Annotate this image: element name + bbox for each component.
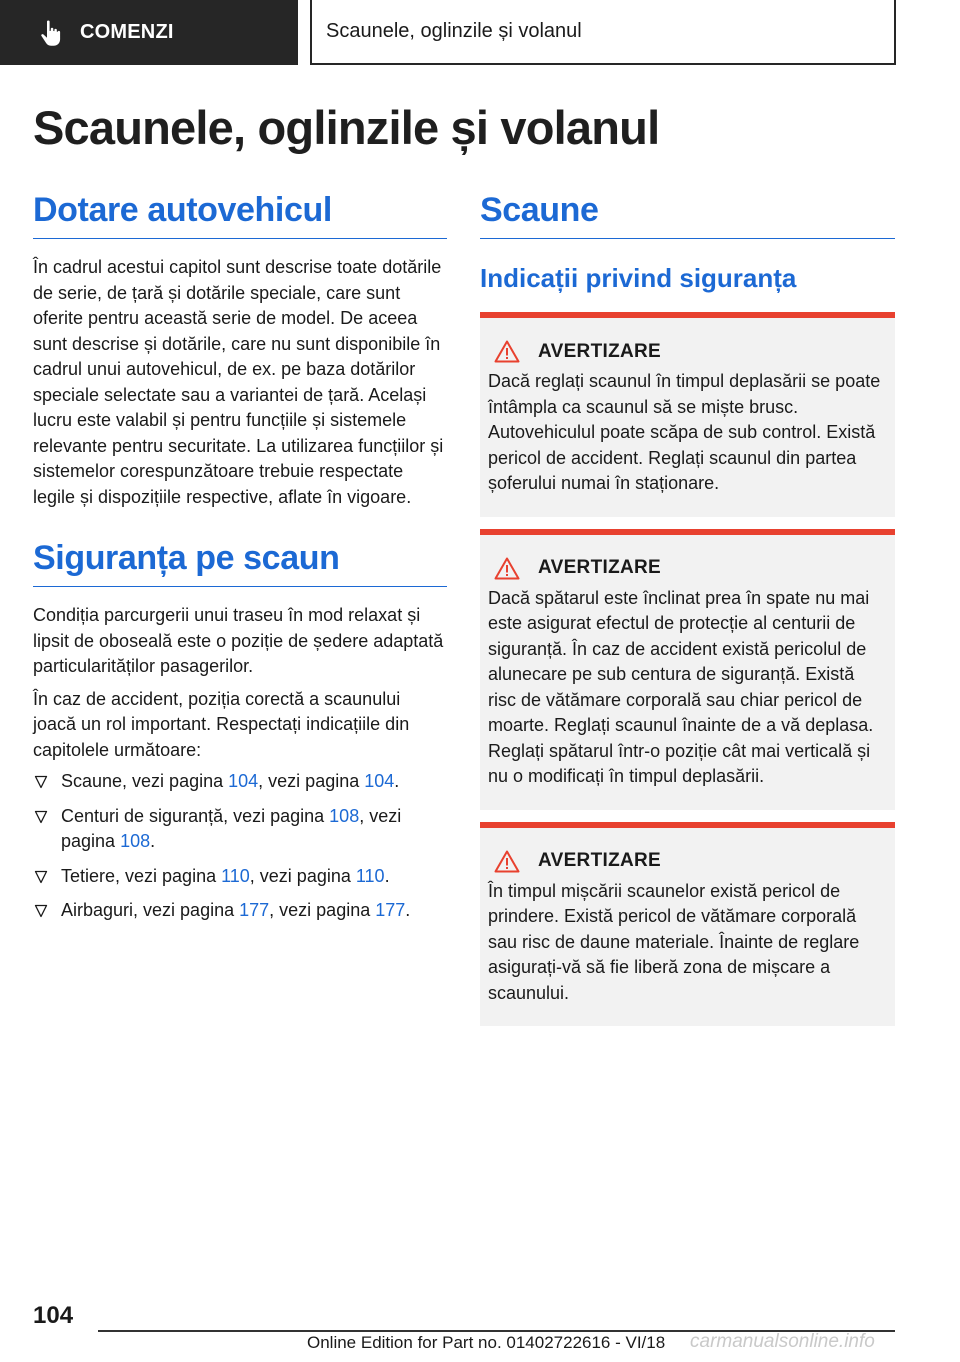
list-item-text: , vezi pagina	[61, 805, 402, 851]
chapter-tab-label: COMENZI	[80, 21, 174, 43]
section-title-scaune: Scaune	[480, 188, 895, 239]
warning-title: AVERTIZARE	[538, 850, 661, 871]
warning-box	[480, 529, 895, 810]
page-number: 104	[33, 1302, 74, 1329]
warning-text: Dacă spătarul este înclinat prea în spate nu mai este asigurat efectul de protecție al centurii de siguranță. În caz de accident există pericolul de alunecare pe sub centura de siguranță. Există risc de vătămare corporală sau chiar pericol de moarte. Reglați scaunul înainte de a vă deplasa. Reglați spătarul într-o poziție cât mai verticală și nu o modificați în timpul deplasării.	[488, 587, 874, 786]
section-siguranta-p2: În caz de accident, poziția corectă a scaunului joacă un rol important. Respectați indicațiile din capitolele următoare:	[33, 688, 410, 760]
triangle-bullet-icon	[34, 870, 48, 884]
warning-box	[480, 312, 895, 517]
warning-triangle-icon	[494, 340, 520, 363]
warning-title: AVERTIZARE	[538, 557, 661, 578]
page-link[interactable]: 110	[221, 865, 250, 886]
list-item	[33, 898, 447, 924]
section-siguranta-p1: Condiția parcurgerii unui traseu în mod relaxat și lipsit de oboseală este o poziție de ședere adaptată particularităților pasagerilor.	[33, 605, 444, 676]
page-title: Scaunele, oglinzile și volanul	[33, 101, 660, 154]
subsection-title-indicatii: Indicații privind siguranța	[480, 263, 797, 293]
list-item-text: Tetiere, vezi pagina	[61, 865, 222, 886]
list-item	[33, 769, 447, 795]
breadcrumb	[310, 0, 896, 65]
list-item-text: .	[405, 900, 411, 920]
section-dotare-text: În cadrul acestui capitol sunt descrise toate dotările de serie, de țară și dotările speciale, care sunt oferite pentru această serie de model. De aceea sunt descrise și dotările, care nu sunt disponibile în cadrul unui autovehicul, de ex. pe baza dotărilor speciale selectate sau a variantei de țară. Același lucru este valabil și pentru funcțiile și sistemele relevante pentru securitate. La utilizarea funcțiilor și sistemelor corespunzătoare trebuie respectate legile și dispozițiile respective, aflate în vigoare.	[33, 257, 444, 507]
triangle-bullet-icon	[34, 775, 48, 789]
section-title-siguranta: Siguranța pe scaun	[33, 536, 447, 587]
pointing-hand-icon	[38, 19, 64, 47]
left-column	[33, 188, 447, 933]
page-link[interactable]: 177	[239, 900, 270, 920]
section-title-dotare: Dotare autovehicul	[33, 188, 447, 239]
warning-title: AVERTIZARE	[538, 340, 661, 362]
list-item-text: Scaune, vezi pagina	[61, 771, 229, 791]
list-item-text: .	[384, 865, 390, 886]
right-column	[480, 188, 895, 1026]
page-link[interactable]: 108	[120, 831, 151, 851]
page-link[interactable]: 177	[375, 900, 406, 920]
reference-list	[33, 769, 447, 924]
warning-triangle-icon	[494, 850, 520, 873]
warning-header	[494, 557, 885, 580]
warning-text: Dacă reglați scaunul în timpul deplasării se poate întâmpla ca scaunul să se miște brusc. Autovehiculul poate scăpa de sub control. Există pericol de accident. Reglați scaunul din partea șoferului numai în staționare.	[488, 371, 881, 493]
warning-header	[494, 340, 885, 363]
page-link[interactable]: 104	[364, 771, 395, 791]
page-link[interactable]: 108	[329, 805, 360, 826]
list-item-text: , vezi pagina	[249, 865, 356, 886]
warning-box	[480, 822, 895, 1027]
list-item-text: .	[150, 831, 156, 851]
footer-watermark: carmanualsonline.info	[690, 1331, 875, 1352]
warning-triangle-icon	[494, 557, 520, 580]
list-item	[33, 864, 447, 890]
warning-header	[494, 850, 885, 873]
list-item-text: Centuri de siguranță, vezi pagina	[61, 805, 330, 826]
warning-text: În timpul mișcării scaunelor există pericol de prindere. Există pericol de vătămare corporală sau risc de daune materiale. Înainte de reglare asigurați-vă să fie liberă zona de mișcare a scaunului.	[488, 880, 860, 1003]
page-link[interactable]: 110	[355, 865, 385, 886]
page-link[interactable]: 104	[228, 771, 259, 791]
list-item-text: .	[394, 771, 400, 791]
chapter-tab[interactable]	[0, 0, 298, 65]
list-item-text: , vezi pagina	[258, 771, 365, 791]
footer-edition: Online Edition for Part no. 01402722616 - VI/18	[307, 1333, 666, 1352]
list-item-text: , vezi pagina	[269, 900, 376, 920]
triangle-bullet-icon	[34, 810, 48, 824]
list-item-text: Airbaguri, vezi pagina	[61, 900, 240, 920]
breadcrumb-text: Scaunele, oglinzile și volanul	[326, 20, 582, 42]
triangle-bullet-icon	[34, 904, 48, 918]
list-item	[33, 804, 447, 855]
